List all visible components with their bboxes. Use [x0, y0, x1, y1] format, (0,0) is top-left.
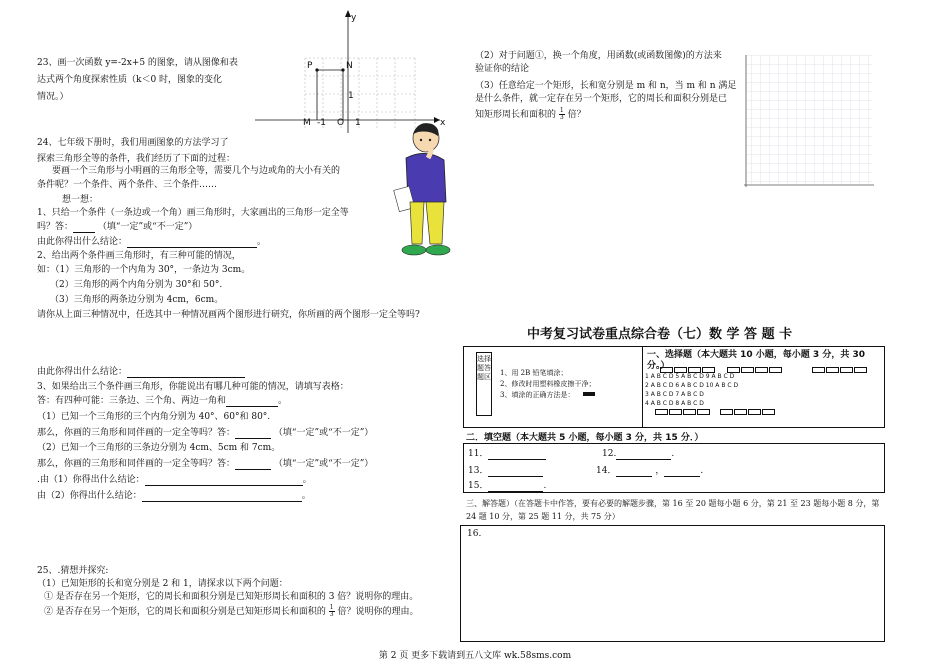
- q24-line14-label: 由此你得出什么结论：: [37, 367, 128, 377]
- q24-line14: [37, 366, 245, 378]
- choice-divider: [642, 346, 643, 428]
- conclusion-blank[interactable]: [145, 476, 303, 486]
- q24-line16-label: 答：有四种可能：三条边、三个角、两边一角和: [37, 396, 227, 406]
- choice-area-label: 选择题答题区: [476, 352, 492, 416]
- q24-line20-hint: （填“一定”或“不一定”）: [273, 459, 374, 469]
- q25-line4-prefix: ② 是否存在另一个矩形，它的周长和面积分别是已知矩形周长和面积的: [44, 607, 326, 617]
- bubble-row-bottom[interactable]: [655, 408, 711, 416]
- answer-blank[interactable]: [235, 429, 271, 439]
- conclusion-blank[interactable]: [142, 492, 302, 502]
- q25-line3: ① 是否存在另一个矩形，它的周长和面积分别是已知矩形周长和面积的 3 倍？说明你的理由。: [44, 592, 419, 602]
- q24-line20-prefix: 那么，你画的三角形和同伴画的一定全等吗？答：: [37, 459, 236, 469]
- answer-blank[interactable]: [664, 467, 700, 477]
- q24-line19: （2）已知一个三角形的三条边分别为 4cm、5cm 和 7cm。: [37, 443, 281, 453]
- q25-line4-suffix: 倍？说明你的理由。: [337, 607, 419, 617]
- graph-y-label: y: [351, 13, 357, 23]
- fraction-one-third: [329, 605, 335, 618]
- q24-line7-prefix: 吗？答：: [37, 222, 74, 232]
- choice-row-2[interactable]: 2 A B C D 6 A B C D 10 A B C D: [645, 382, 739, 389]
- grid-paper: [742, 55, 877, 192]
- fill-12-label: 12.: [602, 449, 617, 459]
- instruction-2: 2、修改时用塑料橡皮擦干净；: [500, 380, 596, 388]
- instruction-3: 3、填涂的正确方法是：: [500, 391, 575, 399]
- q24-line16: 答：有四种可能：三条边、三个角、两边一角和 。: [37, 396, 288, 406]
- q16-answer-box[interactable]: [460, 525, 885, 642]
- bubble-row-top[interactable]: [727, 366, 783, 374]
- graph-origin: O: [337, 118, 345, 128]
- graph-point-p: P: [307, 61, 313, 71]
- q25-line1: 25、.猜想并探究:: [37, 566, 109, 576]
- conclusion-blank[interactable]: [127, 238, 257, 248]
- fill-12[interactable]: 12. .: [602, 449, 675, 459]
- correct-fill-sample: [583, 392, 595, 396]
- q23-line3: 情况。）: [37, 92, 69, 102]
- answer-blank[interactable]: [616, 467, 652, 477]
- fill-15[interactable]: 15． .: [468, 481, 547, 491]
- fill-13-label: 13．: [468, 466, 489, 476]
- fill-title: 二．填空题（本大题共 5 小题，每小题 3 分，共 15 分．）: [466, 433, 704, 443]
- graph-x-label: x: [440, 118, 446, 128]
- q25-line4: [44, 605, 418, 618]
- fraction-denominator: 3: [329, 611, 334, 618]
- answer-blank[interactable]: [616, 450, 671, 460]
- q24-line3: 要画一个三角形与小明画的三角形全等，需要几个与边或角的大小有关的: [52, 166, 341, 176]
- thinking-boy-illustration: [388, 118, 460, 268]
- solve-title-cont: 24 题 10 分，第 25 题 11 分，共 75 分）: [466, 512, 620, 521]
- q24-line15: 3、如果给出三个条件画三角形，你能说出有哪几种可能的情况，请填写表格：: [37, 382, 349, 392]
- fill-14-label: 14．: [596, 466, 617, 476]
- right-line1: （2）对于问题①，换一个角度，用函数(或函数图像)的方法来: [475, 51, 722, 61]
- right-line4: 是什么条件，就一定存在另一个矩形，它的周长和面积分别是已: [475, 94, 728, 104]
- q24-line21-label: .由（1）你得出什么结论：: [37, 475, 145, 485]
- choice-title-cont: 分。）: [647, 361, 670, 371]
- choice-row-4[interactable]: 4 A B C D 8 A B C D: [645, 400, 704, 407]
- q24-line6: 1、只给一个条件（一条边或一个角）画三角形时，大家画出的三角形一定全等: [37, 208, 349, 218]
- fill-13[interactable]: [468, 465, 543, 477]
- q24-line2: 探索三角形全等的条件，我们经历了下面的过程：: [37, 154, 236, 164]
- q24-line8-label: 由此你得出什么结论：: [37, 237, 128, 247]
- conclusion-blank[interactable]: [127, 368, 245, 378]
- answer-blank[interactable]: [488, 482, 543, 492]
- q24-line18: [37, 427, 373, 439]
- right-line2: 验证你的结论: [475, 64, 530, 74]
- answer-card-title: 中考复习试卷重点综合卷（七）数 学 答 题 卡: [527, 327, 793, 342]
- answer-blank[interactable]: [226, 397, 278, 407]
- q24-line22: 由（2）你得出什么结论： 。: [37, 491, 311, 501]
- fill-14[interactable]: 14． ， .: [596, 466, 704, 476]
- q24-line20: [37, 458, 373, 470]
- fill-15-label: 15．: [468, 481, 489, 491]
- q24-line12: （3）三角形的两条边分别为 4cm，6cm。: [50, 295, 224, 305]
- right-line5-suffix: 倍？: [567, 110, 586, 120]
- q24-line21: .由（1）你得出什么结论： 。: [37, 475, 312, 485]
- bubble-row-bottom[interactable]: [720, 408, 776, 416]
- q23-line2: 达式两个角度探索性质（k＜0 时，图象的变化: [37, 75, 223, 85]
- fraction-numerator: 1: [559, 107, 564, 114]
- answer-blank[interactable]: [73, 223, 95, 233]
- solve-title: 三、解答题）（在答题卡中作答，要有必要的解题步骤，第 16 至 20 题每小题 6 分，第 21 至 23 题每小题 8 分，第: [466, 499, 880, 508]
- answer-blank[interactable]: [488, 467, 543, 477]
- q24-line9: 2、给出两个条件画三角形时，有三种可能的情况，: [37, 251, 241, 261]
- q24-line18-prefix: 那么，你画的三角形和同伴画的一定全等吗？答：: [37, 428, 236, 438]
- q24-line4: 条件呢？一个条件、两个条件、三个条件……: [37, 180, 218, 190]
- q16-label: 16.: [467, 529, 482, 539]
- fill-11-label: 11．: [468, 449, 489, 459]
- answer-blank[interactable]: [235, 460, 271, 470]
- q24-line1: 24、七年级下册时，我们用画图象的方法学习了: [37, 138, 229, 148]
- choice-row-3[interactable]: 3 A B C D 7 A B C D: [645, 391, 704, 398]
- instruction-1: 1、用 2B 铅笔填涂；: [500, 369, 568, 377]
- coordinate-graph: [255, 8, 455, 133]
- fraction-numerator: 1: [329, 604, 334, 611]
- graph-minus-one: -1: [317, 118, 326, 128]
- graph-point-m: M: [303, 118, 311, 128]
- page-footer: 第 2 页 更多下载请到五八文库 wk.58sms.com: [378, 651, 572, 661]
- right-line5: [475, 108, 586, 121]
- graph-one-y: 1: [348, 91, 354, 101]
- choice-row-1[interactable]: 1 A B C D 5 A B C D 9 A B C D: [645, 373, 735, 380]
- q24-line5: 想一想：: [62, 195, 99, 205]
- right-line5-prefix: 知矩形周长和面积的: [475, 110, 557, 120]
- q24-line17: （1）已知一个三角形的三个内角分别为 40°、60°和 80°.: [37, 412, 271, 422]
- choice-title: 一、选择题（本大题共 10 小题，每小题 3 分，共 30: [647, 350, 865, 360]
- fill-11[interactable]: [468, 448, 546, 460]
- q24-line13: 请你从上面三种情况中，任选其中一种情况画两个图形进行研究，你所画的两个图形一定全等吗?: [37, 310, 420, 320]
- q24-line22-label: 由（2）你得出什么结论：: [37, 491, 142, 501]
- q24-line7: [37, 221, 197, 233]
- q24-line7-hint: （填“一定”或“不一定”）: [97, 222, 198, 232]
- q24-line18-hint: （填“一定”或“不一定”）: [273, 428, 374, 438]
- fraction-one-third: [559, 108, 565, 121]
- bubble-row-top[interactable]: [812, 366, 868, 374]
- q24-line11: （2）三角形的两个内角分别为 30°和 50°.: [50, 280, 223, 290]
- graph-one-x: 1: [355, 118, 361, 128]
- right-line3: （3）任意给定一个矩形，长和宽分别是 m 和 n，当 m 和 n 满足: [475, 81, 737, 91]
- fraction-denominator: 3: [559, 114, 564, 121]
- q24-line10: 如：（1）三角形的一个内角为 30°，一条边为 3cm。: [37, 265, 251, 275]
- q25-line2: （1）已知矩形的长和宽分别是 2 和 1，请探求以下两个问题：: [37, 579, 288, 589]
- answer-blank[interactable]: [488, 450, 546, 460]
- graph-point-n: N: [346, 61, 353, 71]
- q24-line8: 由此你得出什么结论： 。: [37, 237, 267, 247]
- q23-line1: 23、画一次函数 y=-2x+5 的图象，请从图像和表: [37, 58, 238, 68]
